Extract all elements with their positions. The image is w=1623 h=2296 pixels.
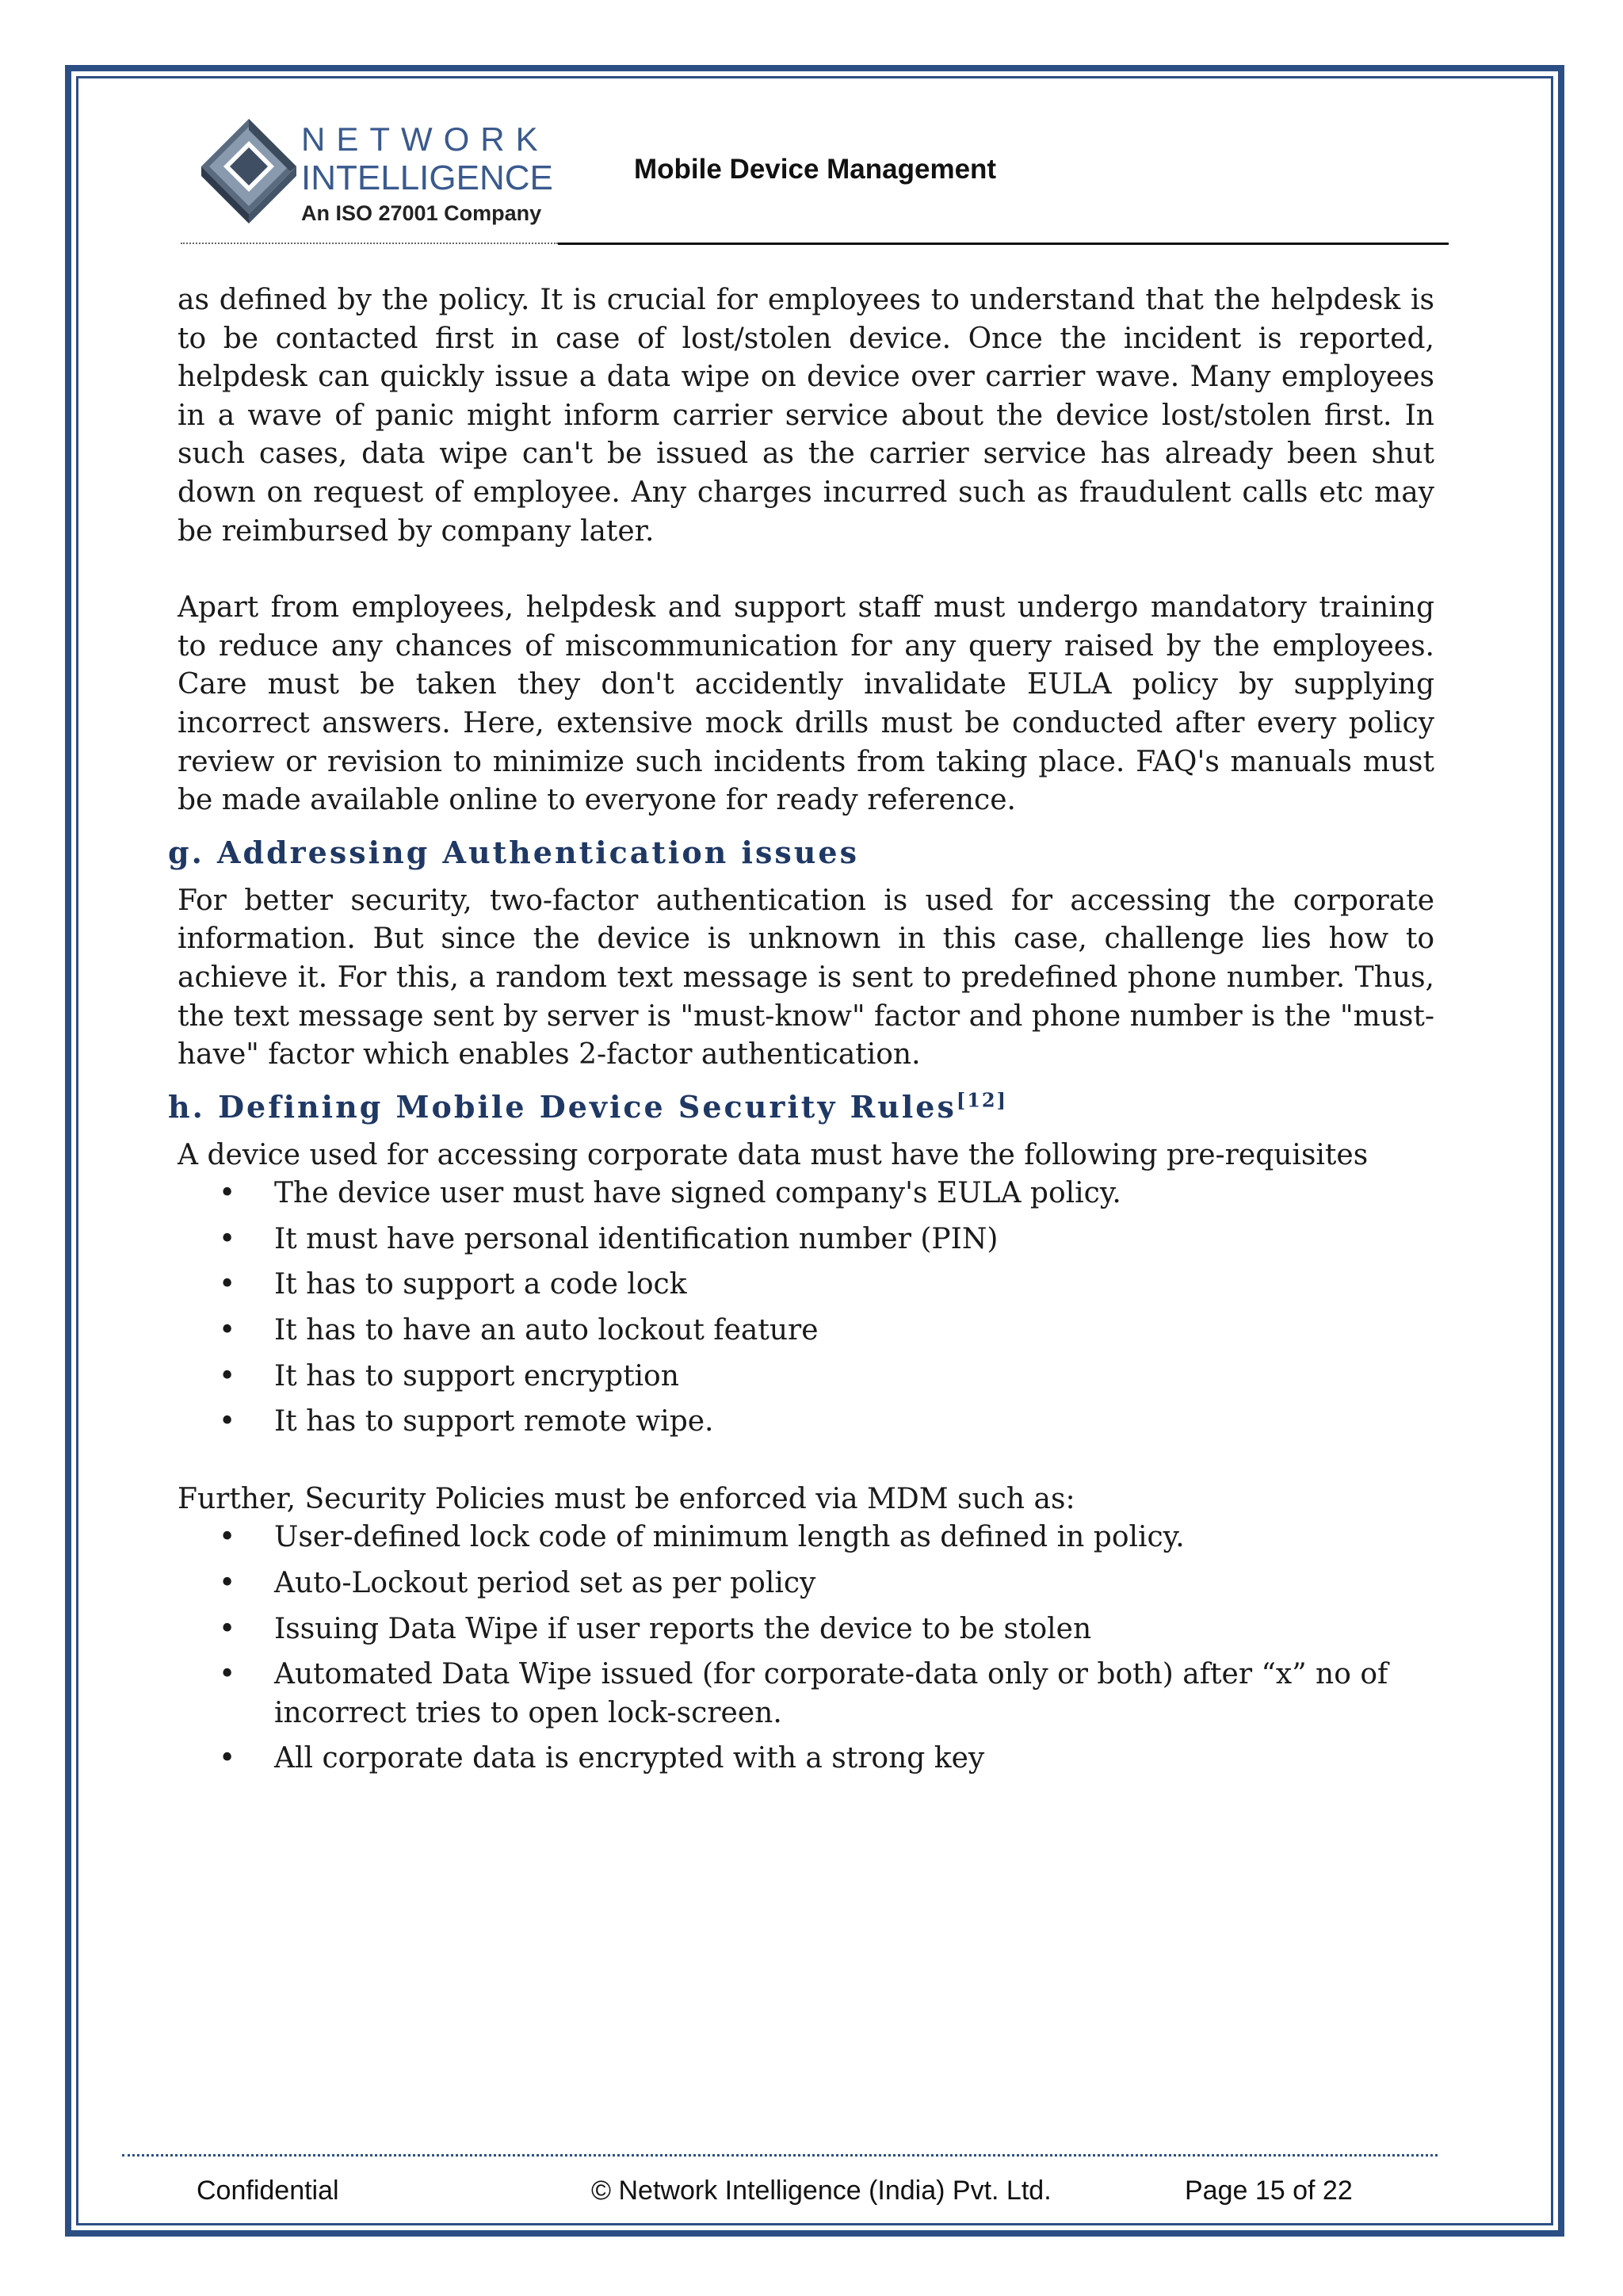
policies-intro: Further, Security Policies must be enforced via MDM such as:: [178, 1482, 1075, 1515]
footer-rule: [122, 2154, 1438, 2157]
policies-list: [178, 1519, 1434, 1778]
prerequisites-list: [178, 1175, 1434, 1442]
list-item: • Automated Data Wipe issued (for corporate-data only or both) after “x” no of incorrect tries to open lock-screen.: [219, 1656, 1434, 1733]
logo-intelligence-text: INTELLIGENCE: [301, 159, 553, 197]
page-content: [168, 281, 1434, 1786]
list-item: • It has to support remote wipe.: [219, 1403, 1434, 1442]
section-heading-g-text: g. Addressing Authentication issues: [168, 834, 859, 870]
logo-iso-text: An ISO 27001 Company: [301, 201, 542, 225]
list-item: • Auto-Lockout period set as per policy: [219, 1564, 1434, 1603]
list-item: • It has to have an auto lockout feature: [219, 1312, 1434, 1350]
paragraph-authentication: For better security, two-factor authentication is used for accessing the corporate information. But since the device is unknown in this case, challenge lies how to achieve it. For this, a random text message is sent to predefined phone number. Thus, the text message sent by server is "must-know" factor and phone number is the "must-have" factor which enables 2-factor authentication.: [178, 884, 1434, 1072]
list-item: • It has to support encryption: [219, 1358, 1434, 1396]
list-item: • The device user must have signed company's EULA policy.: [219, 1175, 1434, 1213]
list-item: • All corporate data is encrypted with a strong key: [219, 1740, 1434, 1778]
footer-page-number: Page 15 of 22: [1185, 2176, 1353, 2206]
footer-copyright: © Network Intelligence (India) Pvt. Ltd.: [591, 2176, 1052, 2206]
logo-text: [301, 119, 553, 228]
paragraph-helpdesk: as defined by the policy. It is crucial for employees to understand that the helpdesk is to be contacted first in case of lost/stolen device. Once the incident is reported, helpdesk can quickly issue a data wipe on device over carrier wave. Many employees in a wave of panic might inform carrier service about the device lost/stolen first. In such cases, data wipe can't be issued as the carrier service has already been shut down on request of employee. Any charges incurred such as fraudulent calls etc may be reimbursed by company later.: [178, 284, 1434, 548]
section-heading-h-text: h. Defining Mobile Device Security Rules: [168, 1088, 957, 1125]
section-heading-h: [168, 1089, 1434, 1125]
section-heading-g: [168, 835, 1434, 871]
list-item: • Issuing Data Wipe if user reports the device to be stolen: [219, 1610, 1434, 1649]
document-title: Mobile Device Management: [634, 154, 997, 185]
header-rule-dotted: [181, 243, 558, 244]
header-rule-solid: [558, 243, 1449, 245]
company-logo-icon: [201, 119, 296, 230]
list-item: • User-defined lock code of minimum length as defined in policy.: [219, 1519, 1434, 1557]
list-item: • It has to support a code lock: [219, 1266, 1434, 1305]
prerequisites-intro: A device used for accessing corporate data must have the following pre-requisites: [178, 1138, 1369, 1171]
paragraph-training: Apart from employees, helpdesk and support staff must undergo mandatory training to reduce any chances of miscommunication for any query raised by the employees. Care must be taken they don't accidently invalidate EULA policy by supplying incorrect answers. Here, extensive mock drills must be conducted after every policy review or revision to minimize such incidents from taking place. FAQ's manuals must be made available online to everyone for ready reference.: [178, 591, 1434, 817]
list-item: • It must have personal identification number (PIN): [219, 1221, 1434, 1259]
spacer: [178, 1449, 1434, 1480]
logo-network-text: NETWORK: [301, 120, 549, 158]
footer-confidential: Confidential: [197, 2176, 339, 2206]
reference-12: [12]: [956, 1088, 1007, 1112]
